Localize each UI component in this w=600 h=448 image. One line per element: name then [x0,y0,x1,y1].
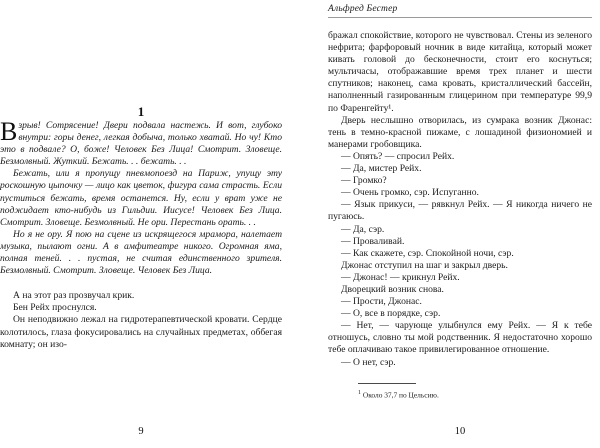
waking-text [0,290,282,350]
footnote-marker: 1 [358,389,361,396]
paragraph: Дверь неслышно отворилась, из сумрака возник Джонас: тень в темно-красной пижаме, с лошадиной физиономией и манерами гробовщика. [328,114,592,150]
dialogue-line: — Прости, Джонас. [341,296,422,308]
page-left [0,0,296,448]
folio-page-number: 9 [138,426,144,437]
footnote-separator-rule [358,383,416,384]
dialogue-line: — Громко? [341,175,387,187]
drop-cap-letter: В [0,117,18,146]
paragraph: бражал спокойствие, которого не чувствовал. Стены из зеленого нефрита; фарфоровый ночник в виде китайца, который может кивать головой до бесконечности, стоит его коснуться; мультичасы, отображавшие время трех планет и шести спутников; наконец, сама кровать, кристаллический бассейн, наполненный газированным глицерином при температуре 99,9 по Фаренгейту¹. [328,30,592,114]
paragraph: Джонас отступил на шаг и закрыл дверь. [341,259,508,271]
paragraph: Но я не ору. Я пою на сцене из искрящегося мрамора, налетает музыка, пылают огни. А в амфитеатре никого. Огромная яма, полная теней. . . пустая, не считая единственного зрителя. Безмолвный. Смотрит. Зловеще. Человек Без Лица. [0,228,282,277]
footnote [358,389,592,399]
paragraph: Дворецкий возник снова. [341,283,444,295]
paragraph-spacer [0,277,282,290]
folio-page-number: 10 [454,426,466,437]
paragraph-dropcap [0,117,282,168]
page-right [296,0,600,448]
dialogue-line: — Как скажете, сэр. Спокойной ночи, сэр. [341,247,514,259]
dialogue-line: — Язык прикуси, — рявкнул Рейх. — Я никогда ничего не пугаюсь. [328,199,592,223]
paragraph: Бен Рейх проснулся. [13,302,97,314]
paragraph-text: зрыв! Сотрясение! Двери подвала настежь. И вот, глубоко внутри: горы денег, легкая добыча, только хватай. Но чу! Кто это в подвале? О, боже! Человек Без Лица! Смотрит. Зловеще. Безмолвный. Жуткий. Бежать. . . бежать. . . [0,120,282,168]
footnote-text: Около 37,7 по Цельсию. [362,390,439,400]
dream-sequence-text [0,117,282,277]
dialogue-line: — Очень громко, сэр. Испуганно. [341,187,479,199]
right-page-body [328,18,592,369]
dialogue-line: — Проваливай. [341,235,405,247]
dialogue-line: — Да, сэр. [341,223,385,235]
running-header-author: Альфред Бестер [328,4,398,14]
dialogue-line: — Нет, — чарующе улыбнулся ему Рейх. — Я к тебе отношусь, словно ты мой родственник. Я недостаточно хорошо тебе оплачиваю такое привилегированное отношение. [328,320,592,356]
chapter-number: 1 [137,104,145,119]
paragraph: А на этот раз прозвучал крик. [13,290,135,302]
dialogue-line: — Да, мистер Рейх. [341,163,422,175]
paragraph: Бежать, или я пропущу пневмопоезд на Париж, упущу эту роскошную цыпочку — лицо как цветок, фигура сама страсть. Если пуститься бежать, время останется. Ну, если у врат уже не поджидает кто-нибудь из Гильдии. Иисусе! Человек Без Лица. Смотрит. Зловеще. Безмолвный. Не ори. Перестань орать. . . [0,168,282,228]
dialogue-line: — О нет, сэр. [341,356,396,368]
paragraph: Он неподвижно лежал на гидротерапевтической кровати. Сердце колотилось, глаза фокусировались на случайных предметах, оббегая комнату; он изо- [0,314,282,350]
dialogue-line: — Джонас! — крикнул Рейх. [341,271,460,283]
dialogue-line: — Опять? — спросил Рейх. [341,150,455,162]
dialogue-line: — О, все в порядке, сэр. [341,308,441,320]
